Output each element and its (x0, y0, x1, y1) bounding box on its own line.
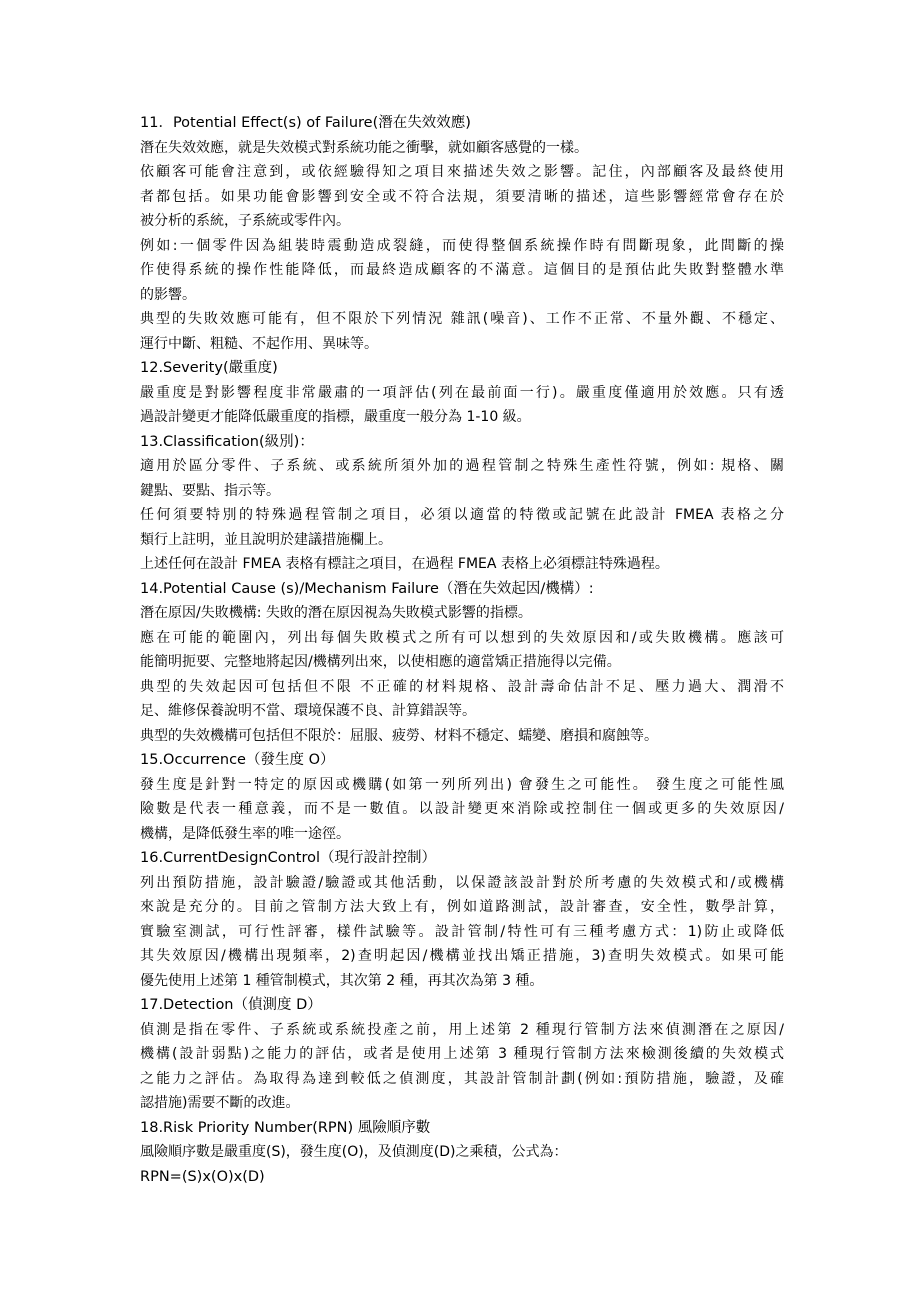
paragraph-line: 機構(設計弱點)之能力的評估，或者是使用上述第 3 種現行管制方法來檢測後續的失效模式 (140, 1046, 784, 1062)
section-heading: 17.Detection（偵測度 D） (140, 997, 322, 1013)
paragraph-line: 足、維修保養說明不當、環境保護不良、計算錯誤等。 (140, 703, 476, 719)
paragraph-line: 實驗室測試，可行性評審，樣件試驗等。設計管制/特性可有三種考慮方式：1)防止或降低 (140, 923, 784, 940)
paragraph-line: 之能力之評估。為取得為達到較低之偵測度，其設計管制計劃(例如:預防措施，驗證，及確 (140, 1070, 784, 1087)
section-heading: 14.Potential Cause (s)/Mechanism Failure（潛在失效起因/機構）: (140, 580, 594, 597)
paragraph-line: 險數是代表一種意義，而不是一數值。以設計變更來消除或控制住一個或更多的失效原因/ (140, 801, 784, 817)
section-heading: 16.CurrentDesignControl（現行設計控制） (140, 850, 436, 866)
paragraph-line: 的影響。 (140, 286, 196, 303)
paragraph-line: 偵測是指在零件、子系統或系統投產之前，用上述第 2 種現行管制方法來偵測潛在之原因/ (140, 1021, 784, 1038)
paragraph-line: 運行中斷、粗糙、不起作用、異味等。 (140, 335, 378, 352)
paragraph-line: 例如:一個零件因為組裝時震動造成裂縫，而使得整個系統操作時有問斷現象，此間斷的操 (140, 237, 784, 254)
paragraph-line: 風險順序數是嚴重度(S)，發生度(O)，及偵測度(D)之乘積，公式為： (140, 1144, 568, 1160)
paragraph-line: 機構，是降低發生率的唯一途徑。 (140, 825, 350, 842)
paragraph-line: 典型的失效機構可包括但不限於：屈服、疲勞、材料不穩定、蠕變、磨損和腐蝕等。 (140, 727, 658, 744)
paragraph-line: 者都包括。如果功能會影響到安全或不符合法規，須要清晰的描述，這些影響經常會存在於 (140, 188, 784, 205)
paragraph-line: 鍵點、要點、指示等。 (140, 482, 280, 499)
section-heading: 18.Risk Priority Number(RPN) 風險順序數 (140, 1119, 431, 1136)
paragraph-line: 認措施)需要不斷的改進。 (140, 1095, 300, 1111)
paragraph-line: 依顧客可能會注意到，或依經驗得知之項目來描述失效之影響。記住，內部顧客及最終使用 (140, 164, 784, 180)
paragraph-line: 其失效原因/機構出現頻率，2)查明起因/機構並找出矯正措施，3)查明失效模式。如果可能 (140, 948, 784, 964)
document-page (140, 111, 784, 1189)
paragraph-line: 過設計變更才能降低嚴重度的指標，嚴重度一般分為 1-10 級。 (140, 409, 531, 425)
paragraph-line: 發生度是針對一特定的原因或機購(如第一列所列出) 會發生之可能性。 發生度之可能性風 (140, 776, 784, 793)
paragraph-line: 潛在原因/失敗機構: 失敗的潛在原因視為失敗模式影響的指標。 (140, 605, 532, 621)
paragraph-line: 能簡明扼要、完整地將起因/機構列出來，以使相應的適當矯正措施得以完備。 (140, 654, 621, 670)
section-heading: 13.Classification(級別)： (140, 433, 314, 450)
section-heading: 11．Potential Effect(s) of Failure(潛在失效效應) (140, 115, 471, 131)
paragraph-line: 應在可能的範圍內，列出每個失敗模式之所有可以想到的失效原因和/或失敗機構。應該可 (140, 629, 784, 646)
section-heading: RPN=(S)x(O)x(D) (140, 1168, 265, 1185)
paragraph-line: 典型的失效起因可包括但不限 不正確的材料規格、設計壽命估計不足、壓力過大、潤滑不 (140, 678, 784, 695)
section-heading: 15.Occurrence（發生度 O） (140, 752, 335, 768)
paragraph-line: 被分析的系統，子系統或零件內。 (140, 213, 350, 229)
paragraph-line: 適用於區分零件、子系統、或系統所須外加的過程管制之特殊生產性符號，例如: 規格、關 (140, 458, 784, 474)
paragraph-line: 來說是充分的。目前之管制方法大致上有，例如道路測試，設計審查，安全性，數學計算， (140, 899, 784, 915)
paragraph-line: 潛在失效效應，就是失效模式對系統功能之衝擊，就如顧客感覺的一樣。 (140, 139, 588, 156)
paragraph-line: 上述任何在設計 FMEA 表格有標註之項目，在過程 FMEA 表格上必須標註特殊過程。 (140, 556, 669, 572)
paragraph-line: 任何須要特別的特殊過程管制之項目，必須以適當的特徵或記號在此設計 FMEA 表格之分 (140, 507, 784, 523)
paragraph-line: 類行上註明，並且說明於建議措施欄上。 (140, 531, 392, 548)
paragraph-line: 優先使用上述第 1 種管制模式，其次第 2 種，再其次為第 3 種。 (140, 972, 544, 989)
paragraph-line: 典型的失敗效應可能有，但不限於下列情況 雜訊(噪音)、工作不正常、不量外觀、不穩定、 (140, 311, 784, 327)
section-heading: 12.Severity(嚴重度) (140, 360, 278, 376)
paragraph-line: 作使得系統的操作性能降低，而最終造成顧客的不滿意。這個目的是預估此失敗對整體水準 (140, 262, 784, 278)
paragraph-line: 嚴重度是對影響程度非常嚴肅的一項評估(列在最前面一行)。嚴重度僅適用於效應。只有透 (140, 384, 784, 401)
paragraph-line: 列出預防措施，設計驗證/驗證或其他活動，以保證該設計對於所考慮的失效模式和/或機構 (140, 874, 784, 891)
